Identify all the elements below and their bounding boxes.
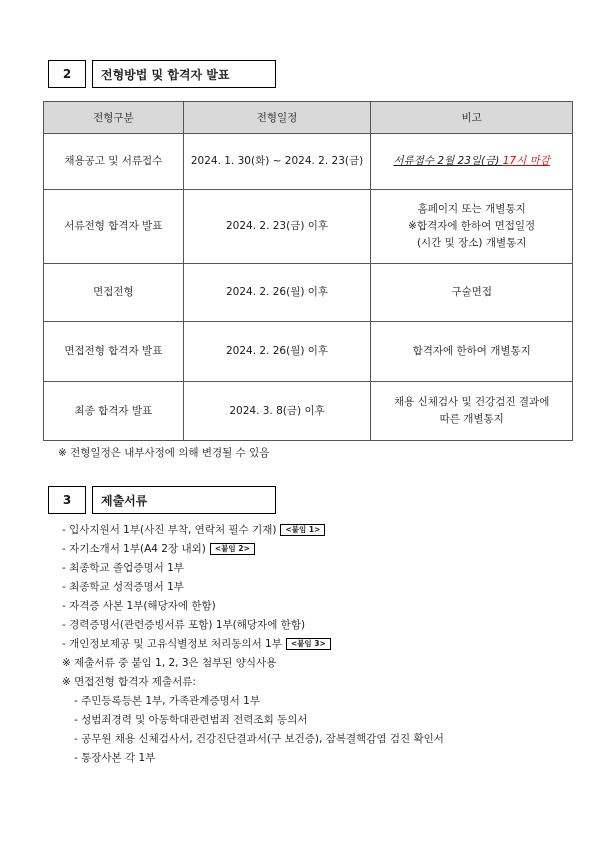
table-row [44, 322, 573, 382]
section-2-heading [48, 60, 276, 88]
sub-list-item: - 공무원 채용 신체검사서, 건강진단결과서(구 보건증), 잠복결핵감염 검진 확인서 [74, 733, 444, 745]
item-text: - 입사지원서 1부(사진 부착, 연락처 필수 기재) [62, 524, 277, 536]
remark-line: 따른 개별통지 [439, 413, 504, 425]
list-item: - 최종학교 졸업증명서 1부 [62, 562, 184, 574]
section-3-heading [48, 486, 276, 514]
item-text: - 개인정보제공 및 고유식별정보 처리동의서 1부 [62, 638, 282, 650]
remark-line: ※합격자에 한하여 면접일정 [408, 220, 536, 232]
remark-line: 홈페이지 또는 개별통지 [417, 203, 526, 215]
attachment-tag: <붙임 3> [286, 638, 331, 650]
schedule-cell: 2024. 2. 26(월) 이후 [183, 264, 371, 322]
column-header: 전형구분 [44, 102, 184, 134]
schedule-cell: 2024. 2. 23(금) 이후 [183, 190, 371, 264]
table-row [44, 134, 573, 190]
list-item [62, 521, 444, 540]
schedule-note: ※ 전형일정은 내부사정에 의해 변경될 수 있음 [58, 447, 270, 459]
remark-line: (시간 및 장소) 개별통지 [416, 237, 527, 249]
table-row [44, 190, 573, 264]
category-cell: 서류전형 합격자 발표 [44, 190, 184, 264]
schedule-cell: 2024. 3. 8(금) 이후 [183, 382, 371, 441]
category-cell: 채용공고 및 서류접수 [44, 134, 184, 190]
column-header: 비고 [371, 102, 573, 134]
category-cell: 최종 합격자 발표 [44, 382, 184, 441]
sub-list-item: - 통장사본 각 1부 [74, 752, 156, 764]
sub-list-item: - 주민등록등본 1부, 가족관계증명서 1부 [74, 695, 260, 707]
remark-line: 채용 신체검사 및 건강검진 결과에 [394, 396, 550, 408]
section-title: 전형방법 및 합격자 발표 [92, 60, 276, 88]
schedule-cell: 2024. 2. 26(월) 이후 [183, 322, 371, 382]
documents-list [62, 521, 444, 768]
remark-cell [371, 382, 573, 441]
table-row [44, 382, 573, 441]
category-cell: 면접전형 합격자 발표 [44, 322, 184, 382]
list-item: - 자격증 사본 1부(해당자에 한함) [62, 600, 216, 612]
list-item [62, 635, 444, 654]
table-header-row [44, 102, 573, 134]
schedule-cell: 2024. 1. 30(화) ~ 2024. 2. 23(금) [183, 134, 371, 190]
note-line: ※ 제출서류 중 붙임 1, 2, 3은 첨부된 양식사용 [62, 657, 277, 669]
list-item: - 경력증명서(관련증빙서류 포함) 1부(해당자에 한함) [62, 619, 306, 631]
remark-cell [371, 190, 573, 264]
sub-list-item: - 성범죄경력 및 아동학대관련범죄 전력조회 동의서 [74, 714, 308, 726]
remark-cell: 구술면접 [371, 264, 573, 322]
section-number: 2 [48, 60, 86, 88]
column-header: 전형일정 [183, 102, 371, 134]
item-text: - 자기소개서 1부(A4 2장 내외) [62, 543, 206, 555]
attachment-tag: <붙임 1> [280, 524, 325, 536]
section-number: 3 [48, 486, 86, 514]
remark-cell [371, 134, 573, 190]
section-title: 제출서류 [92, 486, 276, 514]
list-item [62, 540, 444, 559]
attachment-tag: <붙임 2> [210, 543, 255, 555]
category-cell: 면접전형 [44, 264, 184, 322]
table-row [44, 264, 573, 322]
deadline-highlight: 17시 마감 [502, 155, 550, 167]
note-line: ※ 면접전형 합격자 제출서류: [62, 676, 196, 688]
schedule-table [43, 101, 573, 441]
list-item: - 최종학교 성적증명서 1부 [62, 581, 184, 593]
remark-cell: 합격자에 한하여 개별통지 [371, 322, 573, 382]
remark-text: 서류접수 2월 23일(금) [393, 155, 503, 167]
